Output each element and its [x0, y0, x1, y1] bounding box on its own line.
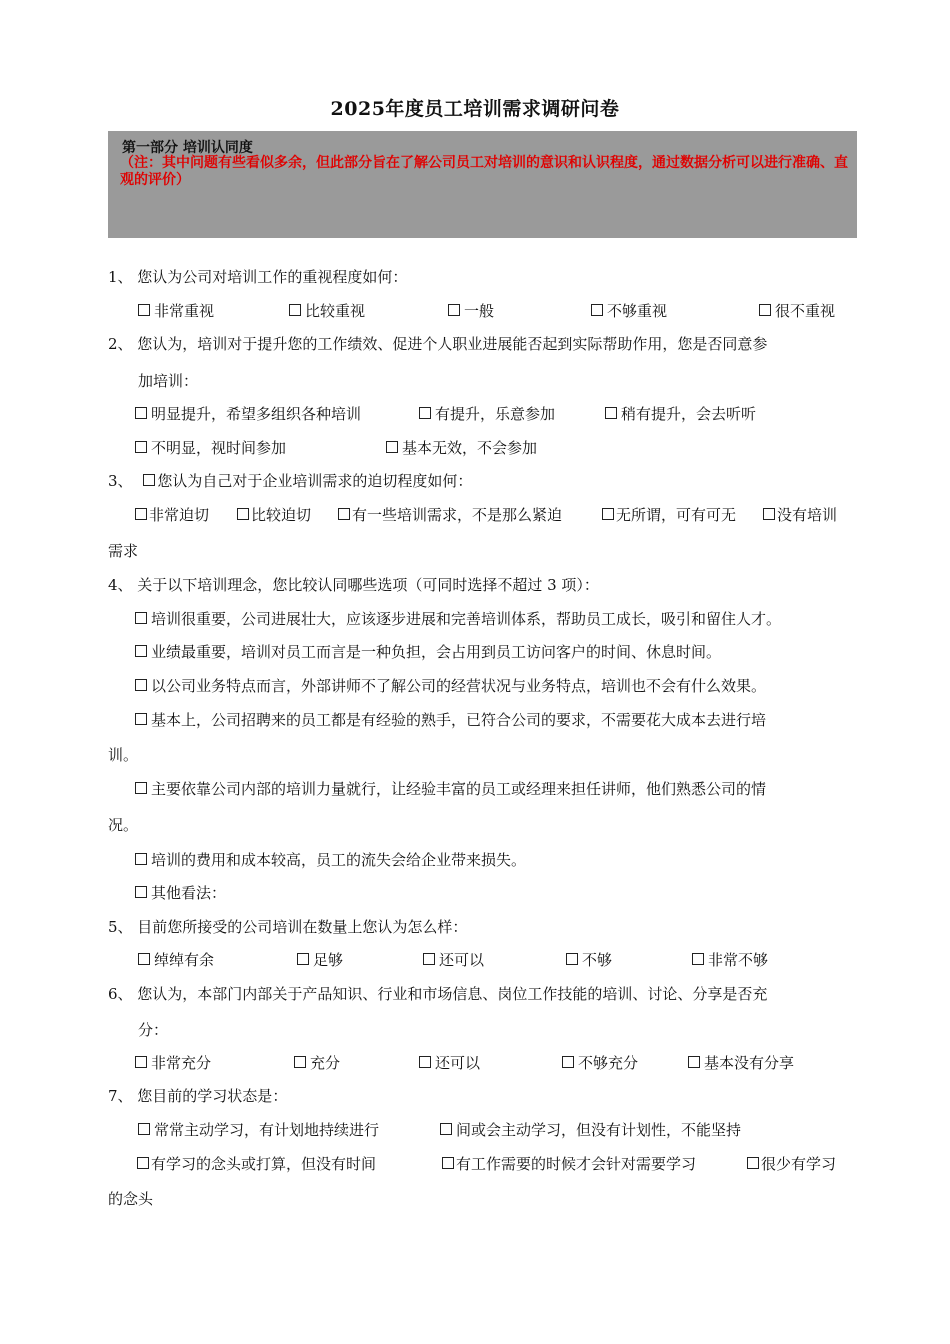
q3-option-4[interactable]: 无所谓，可有可无: [602, 506, 736, 524]
page-title: 2025年度员工培训需求调研问卷: [330, 98, 620, 120]
checkbox-icon[interactable]: [135, 713, 147, 725]
checkbox-icon[interactable]: [602, 508, 614, 520]
q6-option-3[interactable]: 还可以: [419, 1054, 480, 1072]
q7-option-2[interactable]: 间或会主动学习，但没有计划性，不能坚持: [440, 1121, 741, 1139]
checkbox-icon[interactable]: [448, 304, 460, 316]
question-1: 1、 您认为公司对培训工作的重视程度如何：: [108, 268, 408, 286]
q3-option-3[interactable]: 有一些培训需求，不是那么紧迫: [338, 506, 562, 524]
q6-option-5[interactable]: 基本没有分享: [688, 1054, 794, 1072]
checkbox-icon[interactable]: [237, 508, 249, 520]
checkbox-icon[interactable]: [135, 782, 147, 794]
q6-option-4[interactable]: 不够充分: [562, 1054, 638, 1072]
q1-option-3[interactable]: 一般: [448, 302, 494, 320]
q4-option-4-wrap: 训。: [108, 746, 139, 764]
checkbox-icon[interactable]: [135, 853, 147, 865]
q6-option-2[interactable]: 充分: [294, 1054, 340, 1072]
checkbox-icon[interactable]: [688, 1056, 700, 1068]
q1-option-1[interactable]: 非常重视: [138, 302, 214, 320]
q7-option-5[interactable]: 很少有学习: [747, 1155, 836, 1173]
checkbox-icon[interactable]: [562, 1056, 574, 1068]
q2-option-4[interactable]: 不明显，视时间参加: [135, 439, 286, 457]
checkbox-icon[interactable]: [386, 441, 398, 453]
checkbox-icon[interactable]: [747, 1157, 759, 1169]
q5-option-5[interactable]: 非常不够: [692, 951, 768, 969]
question-6: 6、 您认为，本部门内部关于产品知识、行业和市场信息、岗位工作技能的培训、讨论、分享是否充: [108, 985, 768, 1003]
question-3: 3、 您认为自己对于企业培训需求的迫切程度如何：: [108, 472, 473, 490]
q3-option-1[interactable]: 非常迫切: [135, 506, 209, 524]
q6-option-1[interactable]: 非常充分: [135, 1054, 211, 1072]
q4-option-5[interactable]: 主要依靠公司内部的培训力量就行，让经验丰富的员工或经理来担任讲师，他们熟悉公司的情: [135, 780, 766, 798]
checkbox-icon[interactable]: [138, 304, 150, 316]
checkbox-icon[interactable]: [289, 304, 301, 316]
question-2-cont: 加培训：: [138, 372, 199, 390]
q4-option-5-wrap: 况。: [108, 816, 139, 834]
q3-option-2[interactable]: 比较迫切: [237, 506, 311, 524]
checkbox-icon[interactable]: [135, 645, 147, 657]
checkbox-icon[interactable]: [294, 1056, 306, 1068]
q4-option-2[interactable]: 业绩最重要，培训对员工而言是一种负担，会占用到员工访问客户的时间、休息时间。: [135, 643, 721, 661]
q2-option-1[interactable]: 明显提升，希望多组织各种培训: [135, 405, 361, 423]
q4-option-4[interactable]: 基本上，公司招聘来的员工都是有经验的熟手，已符合公司的要求，不需要花大成本去进行培: [135, 711, 766, 729]
q1-option-5[interactable]: 很不重视: [759, 302, 835, 320]
section-header-box: [108, 131, 857, 238]
checkbox-icon[interactable]: [138, 1123, 150, 1135]
q1-option-4[interactable]: 不够重视: [591, 302, 667, 320]
question-4: 4、 关于以下培训理念，您比较认同哪些选项（可同时选择不超过 3 项）：: [108, 576, 599, 594]
checkbox-icon[interactable]: [591, 304, 603, 316]
q2-option-5[interactable]: 基本无效，不会参加: [386, 439, 537, 457]
checkbox-icon[interactable]: [440, 1123, 452, 1135]
checkbox-icon[interactable]: [423, 953, 435, 965]
q4-option-1[interactable]: 培训很重要，公司进展壮大，应该逐步进展和完善培训体系，帮助员工成长，吸引和留住人才。: [135, 610, 781, 628]
q7-option-3[interactable]: 有学习的念头或打算，但没有时间: [137, 1155, 376, 1173]
q7-option-1[interactable]: 常常主动学习，有计划地持续进行: [138, 1121, 379, 1139]
checkbox-icon[interactable]: [135, 508, 147, 520]
q4-option-7[interactable]: 其他看法：: [135, 884, 226, 902]
checkbox-icon[interactable]: [763, 508, 775, 520]
checkbox-icon[interactable]: [692, 953, 704, 965]
checkbox-icon[interactable]: [419, 1056, 431, 1068]
q5-option-3[interactable]: 还可以: [423, 951, 484, 969]
q3-option-5[interactable]: 没有培训: [763, 506, 837, 524]
section-title: 第一部分 培训认同度: [122, 140, 253, 156]
q7-option-5-wrap: 的念头: [108, 1190, 154, 1208]
q5-option-4[interactable]: 不够: [566, 951, 612, 969]
checkbox-icon[interactable]: [135, 441, 147, 453]
checkbox-icon[interactable]: [135, 407, 147, 419]
checkbox-icon[interactable]: [135, 1056, 147, 1068]
q3-option-5-wrap: 需求: [108, 542, 139, 560]
section-note: （注：其中问题有些看似多余，但此部分旨在了解公司员工对培训的意识和认识程度，通过数据分析可以进行准确、直观的评价）: [120, 155, 848, 188]
checkbox-icon[interactable]: [143, 474, 155, 486]
question-7: 7、 您目前的学习状态是：: [108, 1087, 288, 1105]
q5-option-2[interactable]: 足够: [297, 951, 343, 969]
checkbox-icon[interactable]: [135, 612, 147, 624]
checkbox-icon[interactable]: [759, 304, 771, 316]
question-6-cont: 分：: [138, 1021, 169, 1039]
q1-option-2[interactable]: 比较重视: [289, 302, 365, 320]
checkbox-icon[interactable]: [566, 953, 578, 965]
checkbox-icon[interactable]: [338, 508, 350, 520]
checkbox-icon[interactable]: [135, 679, 147, 691]
checkbox-icon[interactable]: [135, 886, 147, 898]
q2-option-2[interactable]: 有提升，乐意参加: [419, 405, 555, 423]
question-5: 5、 目前您所接受的公司培训在数量上您认为怎么样：: [108, 918, 468, 936]
checkbox-icon[interactable]: [419, 407, 431, 419]
q7-option-4[interactable]: 有工作需要的时候才会针对需要学习: [442, 1155, 696, 1173]
checkbox-icon[interactable]: [138, 953, 150, 965]
checkbox-icon[interactable]: [137, 1157, 149, 1169]
question-2: 2、 您认为，培训对于提升您的工作绩效、促进个人职业进展能否起到实际帮助作用，您是否同意参: [108, 335, 768, 353]
checkbox-icon[interactable]: [297, 953, 309, 965]
q5-option-1[interactable]: 绰绰有余: [138, 951, 214, 969]
q2-option-3[interactable]: 稍有提升，会去听听: [605, 405, 756, 423]
checkbox-icon[interactable]: [605, 407, 617, 419]
checkbox-icon[interactable]: [442, 1157, 454, 1169]
q4-option-6[interactable]: 培训的费用和成本较高，员工的流失会给企业带来损失。: [135, 851, 526, 869]
q4-option-3[interactable]: 以公司业务特点而言，外部讲师不了解公司的经营状况与业务特点，培训也不会有什么效果。: [135, 677, 766, 695]
